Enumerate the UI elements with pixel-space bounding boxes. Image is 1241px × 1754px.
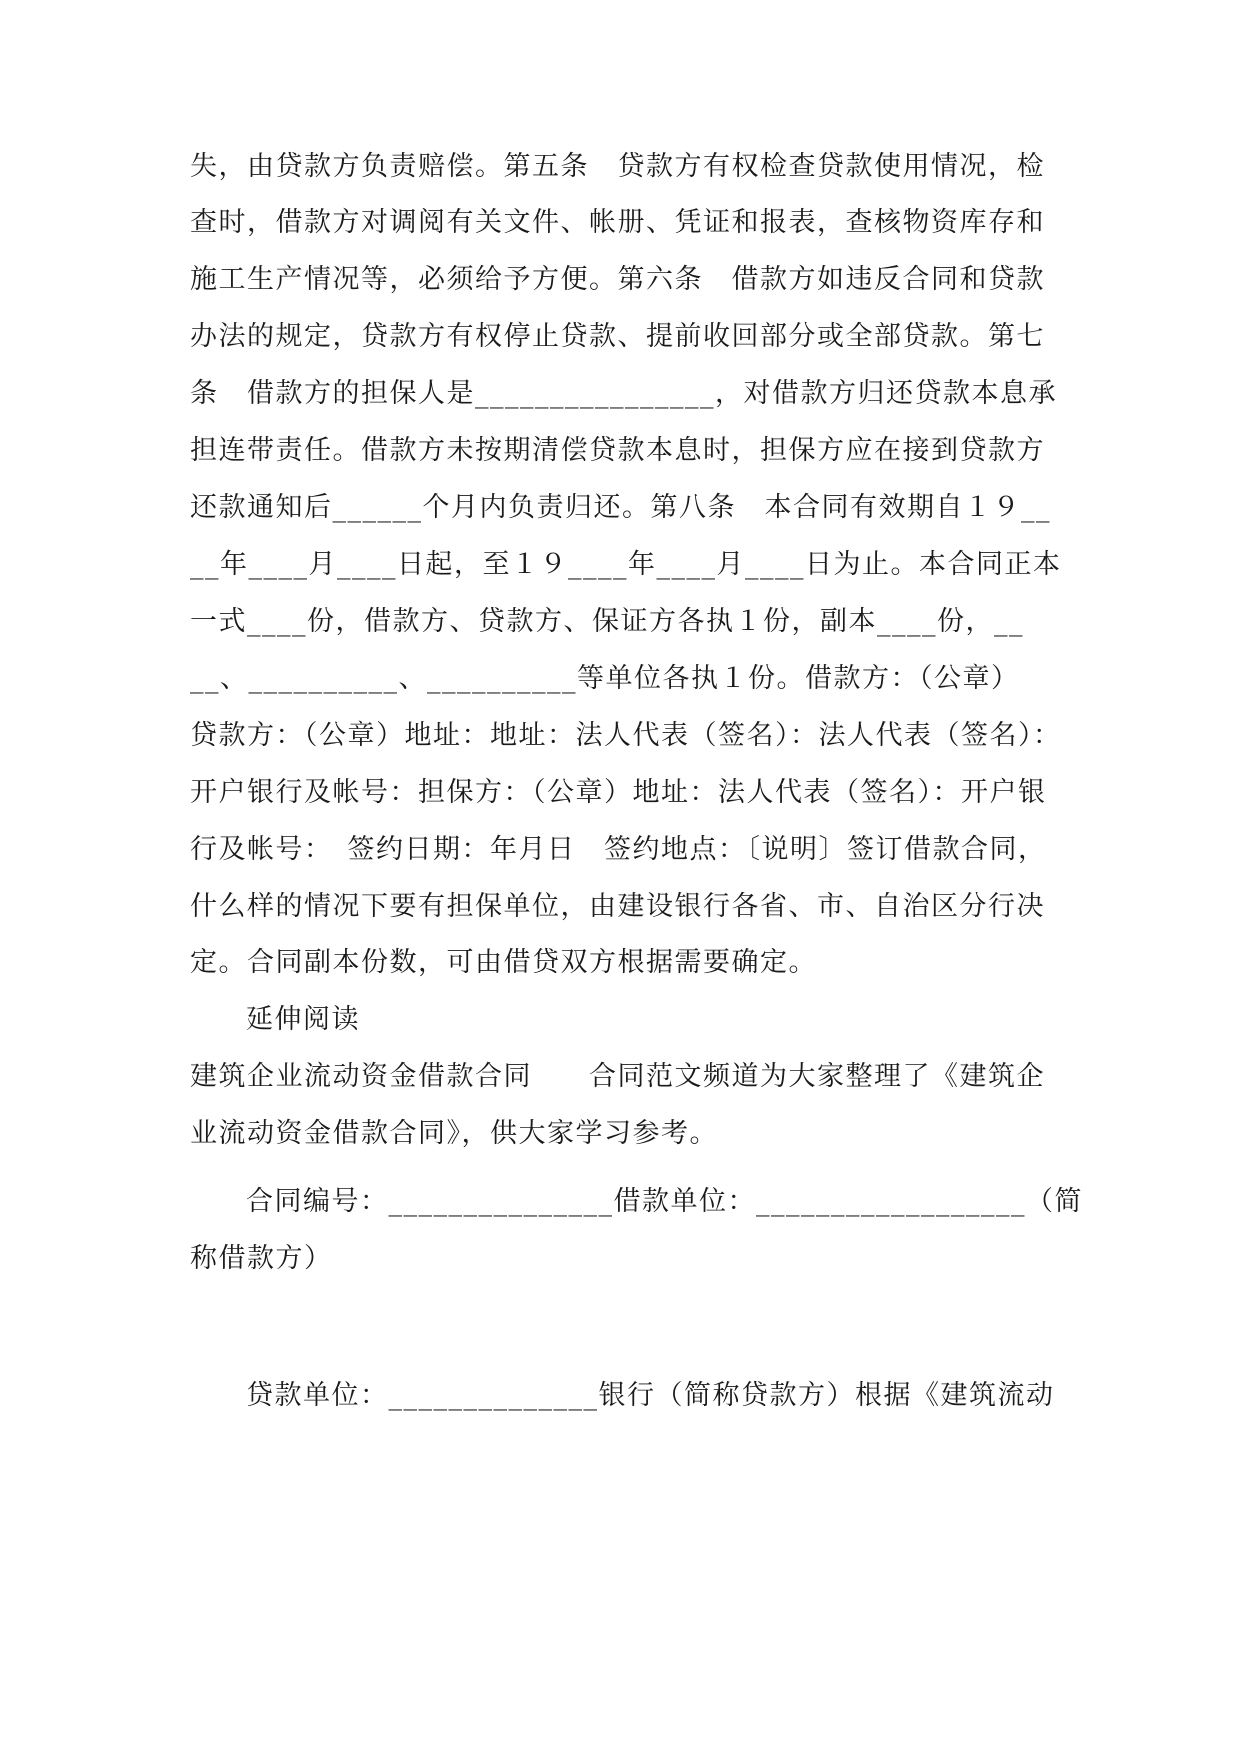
body-text-line: __、__________、__________等单位各执１份。借款方：（公章）: [190, 663, 1020, 694]
body-text-line: 行及帐号： 签约日期：年月日 签约地点：〔说明〕签订借款合同，: [190, 834, 1047, 865]
body-text-line: 还款通知后______个月内负责归还。第八条 本合同有效期自１９__: [190, 492, 1051, 523]
contract-number-line: 合同编号：_______________借款单位：__________________（简: [246, 1186, 1083, 1217]
body-text-line: 贷款方：（公章）地址：地址：法人代表（签名）：法人代表（签名）：: [190, 720, 1062, 751]
body-text-line: 条 借款方的担保人是________________，对借款方归还贷款本息承: [190, 378, 1057, 409]
body-text-line: 什么样的情况下要有担保单位，由建设银行各省、市、自治区分行决: [190, 891, 1045, 922]
body-text-line: 一式____份，借款方、贷款方、保证方各执１份，副本____份，__: [190, 606, 1024, 637]
body-text-line: 施工生产情况等，必须给予方便。第六条 借款方如违反合同和贷款: [190, 264, 1045, 295]
section-heading: 延伸阅读: [246, 1004, 360, 1035]
body-text-line: __年____月____日起，至１９____年____月____日为止。本合同正本: [190, 549, 1062, 580]
body-text-line: 建筑企业流动资金借款合同 合同范文频道为大家整理了《建筑企: [190, 1061, 1045, 1092]
body-text-line: 查时，借款方对调阅有关文件、帐册、凭证和报表，查核物资库存和: [190, 207, 1045, 238]
body-text-line: 办法的规定，贷款方有权停止贷款、提前收回部分或全部贷款。第七: [190, 321, 1045, 352]
lender-line: 贷款单位：______________银行（简称贷款方）根据《建筑流动: [246, 1380, 1055, 1411]
body-text-line: 定。合同副本份数，可由借贷双方根据需要确定。: [190, 947, 817, 978]
body-text-line: 称借款方）: [190, 1243, 333, 1274]
body-text-line: 担连带责任。借款方未按期清偿贷款本息时，担保方应在接到贷款方: [190, 435, 1045, 466]
body-text-line: 开户银行及帐号：担保方：（公章）地址：法人代表（签名）：开户银: [190, 777, 1047, 808]
body-text-line: 业流动资金借款合同》，供大家学习参考。: [190, 1118, 718, 1149]
body-text-line: 失，由贷款方负责赔偿。第五条 贷款方有权检查贷款使用情况，检: [190, 151, 1045, 182]
